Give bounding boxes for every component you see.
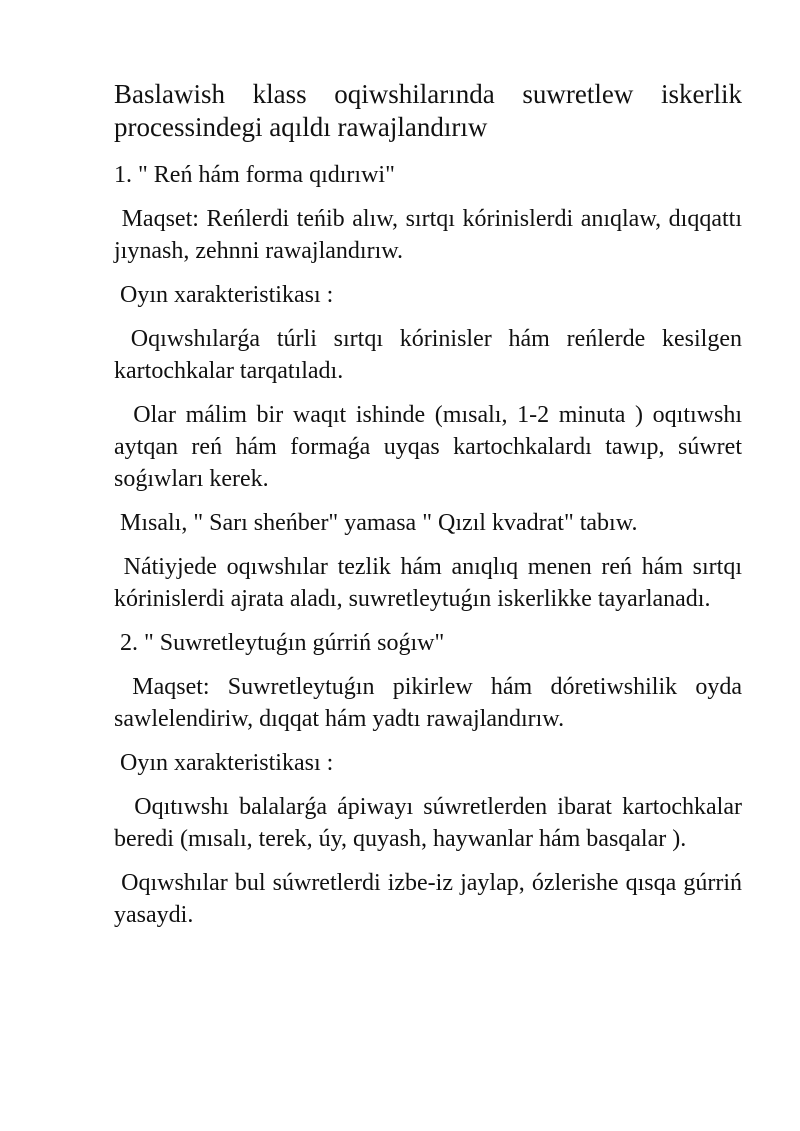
document-page [114,78,749,943]
document-title: Baslawish klass oqiwshilarında suwretlew iskerlik processindegi aqıldı rawajlandırıw [114,79,742,142]
paragraph-5: Olar málim bir waqıt ishinde (mısalı, 1-2 minuta ) oqıtıwshı aytqan reń hám formaǵa uyqas kartochkalardı tawıp, súwret soǵıwları kerek. [114,402,749,492]
paragraph-7: Nátiyjede oqıwshılar tezlik hám anıqlıq menen reń hám sırtqı kórinislerdi ajrata aladı, suwretleytuǵın iskerlikke tayarlanadı. [114,554,749,612]
paragraph-11: Oqıtıwshı balalarǵa ápiwayı súwretlerden ibarat kartochkalar beredi (mısalı, terek, úy, quyash, haywanlar hám basqalar ). [114,794,748,852]
paragraph-12: Oqıwshılar bul súwretlerdi izbe-iz jaylap, ózlerishe qısqa gúrriń yasaydi. [114,870,748,928]
paragraph-10: Oyın xarakteristikası : [114,750,334,776]
paragraph-3: Oyın xarakteristikası : [114,282,334,308]
paragraph-6: Mısalı, " Sarı sheńber" yamasa " Qızıl kvadrat" tabıw. [114,510,638,536]
paragraph-9: Maqset: Suwretleytuǵın pikirlew hám dóretiwshilik oyda sawlelendiriw, dıqqat hám yadtı rawajlandırıw. [114,674,749,732]
paragraph-8: 2. " Suwretleytuǵın gúrriń soǵıw" [114,630,445,656]
paragraph-4: Oqıwshılarǵa túrli sırtqı kórinisler hám reńlerde kesilgen kartochkalar tarqatıladı. [114,326,748,384]
paragraph-2: Maqset: Reńlerdi teńib alıw, sırtqı kórinislerdi anıqlaw, dıqqattı jıynash, zehnni rawajlandırıw. [114,206,749,264]
paragraph-1: 1. " Reń hám forma qıdırıwi" [114,162,395,188]
